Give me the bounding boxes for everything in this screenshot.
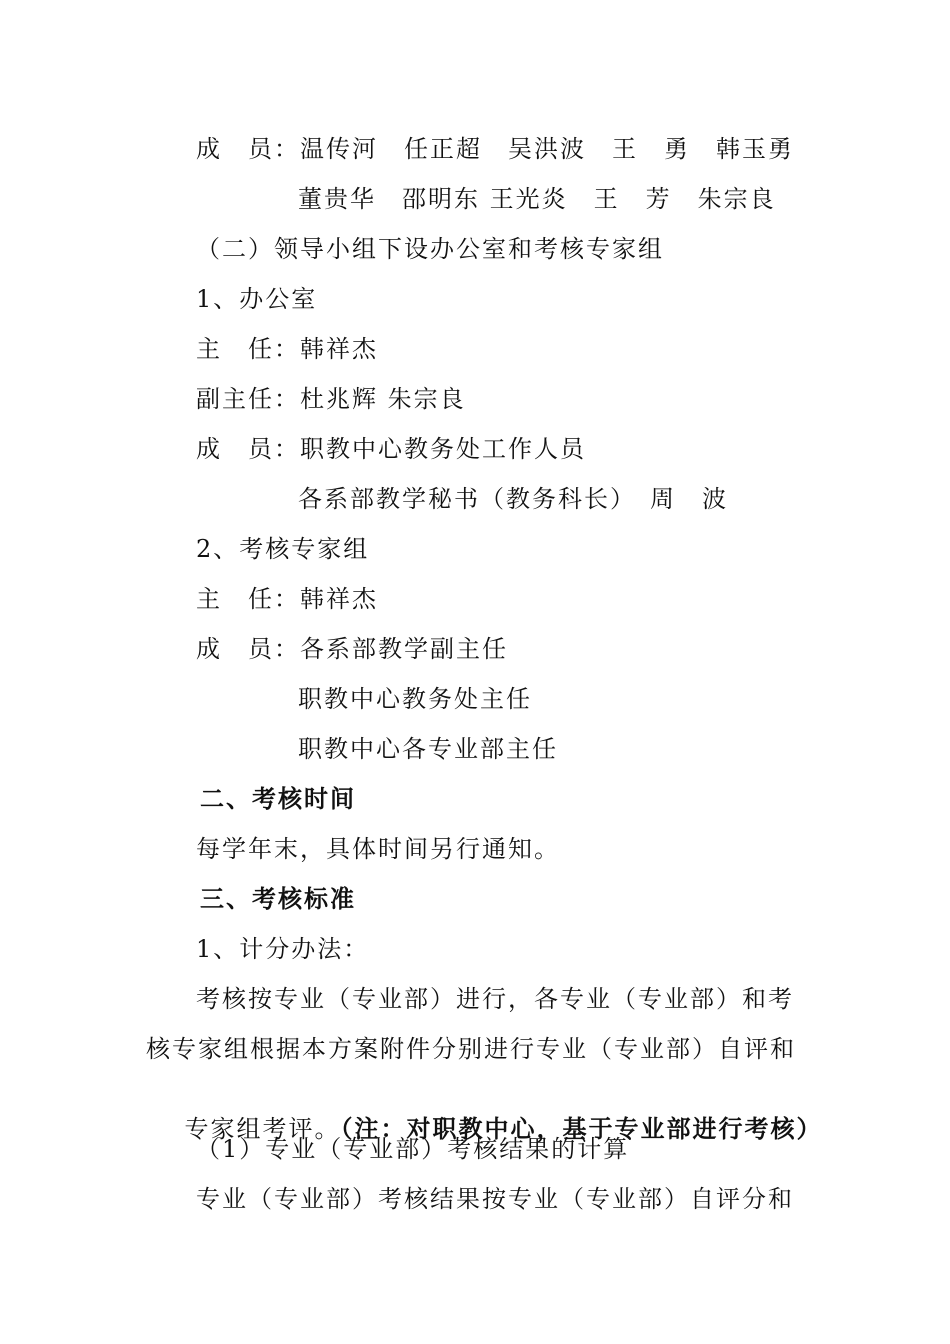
office-heading: 1、办公室 [196,285,318,313]
scoring-method-heading: 1、计分办法： [196,935,370,963]
paragraph-note: （注：对职教中心，基于专业部进行考核） [340,1115,823,1143]
office-director: 主 任：韩祥杰 [196,335,378,363]
section-heading-assessment-standard: 三、考核标准 [200,885,356,913]
section-heading-assessment-time: 二、考核时间 [200,785,356,813]
section-heading-office-experts: （二）领导小组下设办公室和考核专家组 [196,235,664,263]
subsection-heading-result-calculation: （1）专业（专业部）考核结果的计算 [196,1135,630,1163]
paragraph-line-3-text: 专家组考评。 [184,1115,341,1143]
paragraph-line-4: 专业（专业部）考核结果按专业（专业部）自评分和 [196,1185,794,1213]
members-line-2: 董贵华 邵明东 王光炎 王 芳 朱宗良 [298,185,776,213]
office-members-line-1: 成 员：职教中心教务处工作人员 [196,435,586,463]
assessment-time-text: 每学年末，具体时间另行通知。 [196,835,560,863]
experts-director: 主 任：韩祥杰 [196,585,378,613]
members-line-1: 成 员：温传河 任正超 吴洪波 王 勇 韩玉勇 [196,135,794,163]
experts-heading: 2、考核专家组 [196,535,370,563]
paragraph-line-2: 核专家组根据本方案附件分别进行专业（专业部）自评和 [146,1035,796,1063]
paragraph-line-1: 考核按专业（专业部）进行，各专业（专业部）和考 [196,985,794,1013]
office-deputy-director: 副主任：杜兆辉 朱宗良 [196,385,466,413]
office-members-line-2: 各系部教学秘书（教务科长） 周 波 [298,485,728,513]
experts-members-line-3: 职教中心各专业部主任 [298,735,558,763]
experts-members-line-1: 成 员：各系部教学副主任 [196,635,508,663]
experts-members-line-2: 职教中心教务处主任 [298,685,532,713]
